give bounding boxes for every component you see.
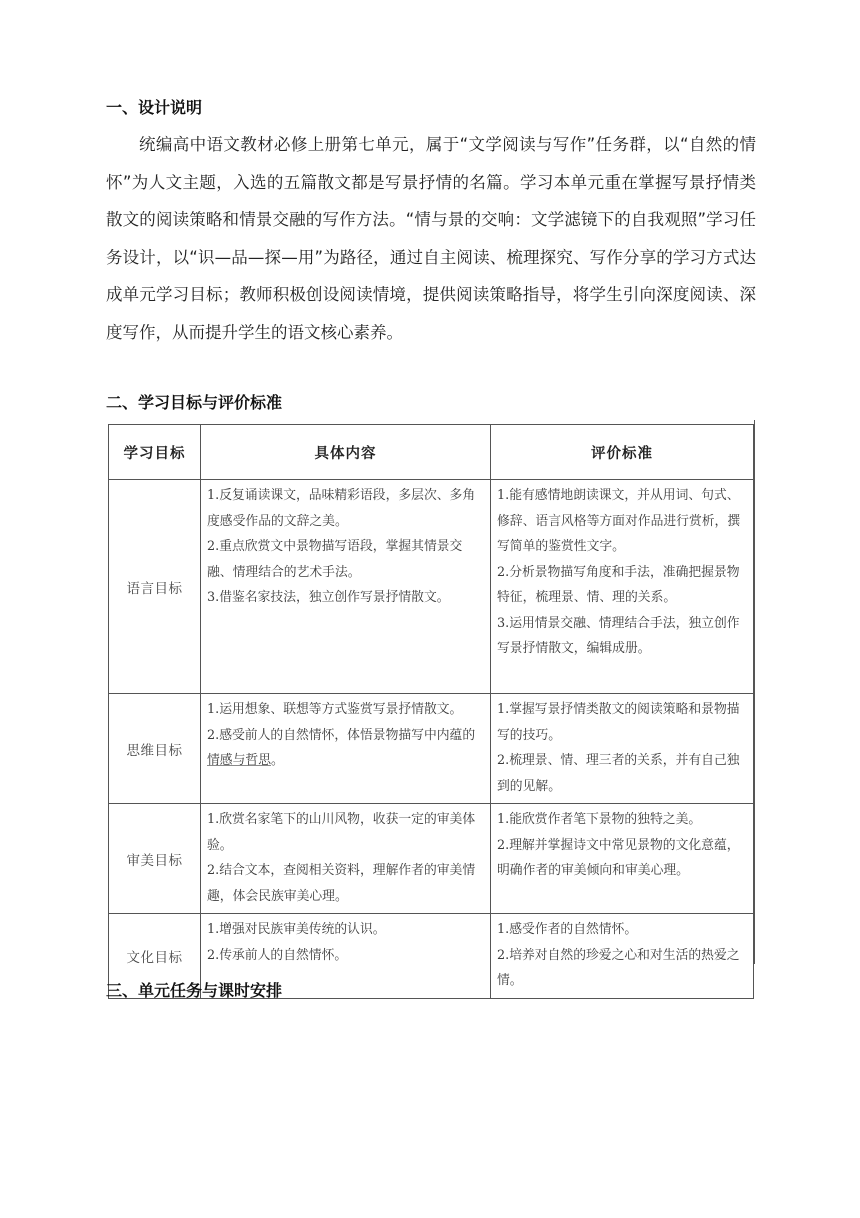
- criteria-item: 1.能欣赏作者笔下景物的独特之美。: [497, 812, 702, 827]
- table-edge-line: [754, 420, 755, 964]
- criteria-item: 3.运用情景交融、情理结合手法，独立创作写景抒情散文，编辑成册。: [497, 615, 740, 656]
- content-item: 3.借鉴名家技法，独立创作写景抒情散文。: [207, 590, 450, 605]
- table-row: [109, 694, 754, 804]
- content-cell: [201, 480, 491, 694]
- table-header-row: [109, 425, 754, 480]
- underlined-phrase: 情感与哲思: [207, 753, 271, 768]
- criteria-cell: [491, 914, 754, 999]
- criteria-item: 2.分析景物描写角度和手法，准确把握景物特征，梳理景、情、理的关系。: [497, 564, 740, 605]
- section-heading-tasks: 三、单元任务与课时安排: [106, 981, 283, 1000]
- content-item: 1.反复诵读课文，品味精彩语段，多层次、多角度感受作品的文辞之美。: [207, 488, 476, 529]
- criteria-cell: [491, 804, 754, 914]
- header-goal: 学习目标: [109, 425, 201, 480]
- section-heading-design: 一、设计说明: [106, 98, 203, 117]
- table-row: [109, 804, 754, 914]
- row-label: 审美目标: [109, 804, 201, 914]
- table-row: [109, 480, 754, 694]
- content-item: 1.运用想象、联想等方式鉴赏写景抒情散文。: [207, 702, 463, 717]
- criteria-item: 1.感受作者的自然情怀。: [497, 922, 638, 937]
- content-cell: [201, 694, 491, 804]
- design-paragraph: 统编高中语文教材必修上册第七单元，属于“文学阅读与写作”任务群，以“自然的情怀”为人文主题，入选的五篇散文都是写景抒情的名篇。学习本单元重在掌握写景抒情类散文的阅读策略和情景交融的写作方法。“情与景的交响：文学滤镜下的自我观照”学习任务设计，以“识—品—探—用”为路径，通过自主阅读、梳理探究、写作分享的学习方式达成单元学习目标；教师积极创设阅读情境，提供阅读策略指导，将学生引向深度阅读、深度写作，从而提升学生的语文核心素养。: [106, 135, 756, 342]
- content-item-text: 2.感受前人的自然情怀，体悟景物描写中内蕴的: [207, 727, 476, 743]
- criteria-item: 2.培养对自然的珍爱之心和对生活的热爱之情。: [497, 947, 740, 988]
- content-cell: [201, 804, 491, 914]
- content-item: 1.欣赏名家笔下的山川风物，收获一定的审美体验。: [207, 812, 476, 853]
- criteria-item: 1.掌握写景抒情类散文的阅读策略和景物描写的技巧。: [497, 702, 740, 743]
- row-label: 文化目标: [109, 914, 201, 999]
- header-content: 具体内容: [201, 425, 491, 480]
- row-label: 思维目标: [109, 694, 201, 804]
- criteria-item: 2.理解并掌握诗文中常见景物的文化意蕴，明确作者的审美倾向和审美心理。: [497, 837, 740, 878]
- content-item: 2.重点欣赏文中景物描写语段，掌握其情景交融、情理结合的艺术手法。: [207, 539, 463, 580]
- goals-table: [108, 424, 754, 999]
- criteria-item: 1.能有感情地朗读课文，并从用词、句式、修辞、语言风格等方面对作品进行赏析，撰写简单的鉴赏性文字。: [497, 488, 741, 554]
- criteria-cell: [491, 480, 754, 694]
- content-item: 2.传承前人的自然情怀。: [207, 947, 348, 963]
- criteria-cell: [491, 694, 754, 804]
- content-item: [207, 723, 486, 774]
- content-item-tail: 。: [270, 753, 284, 768]
- row-label: 语言目标: [109, 480, 201, 694]
- header-criteria: 评价标准: [491, 425, 754, 480]
- criteria-item: 2.梳理景、情、理三者的关系，并有自己独到的见解。: [497, 753, 740, 794]
- section-heading-goals: 二、学习目标与评价标准: [106, 393, 283, 412]
- content-item: 2.结合文本，查阅相关资料，理解作者的审美情趣，体会民族审美心理。: [207, 863, 476, 904]
- content-item: 1.增强对民族审美传统的认识。: [207, 922, 386, 937]
